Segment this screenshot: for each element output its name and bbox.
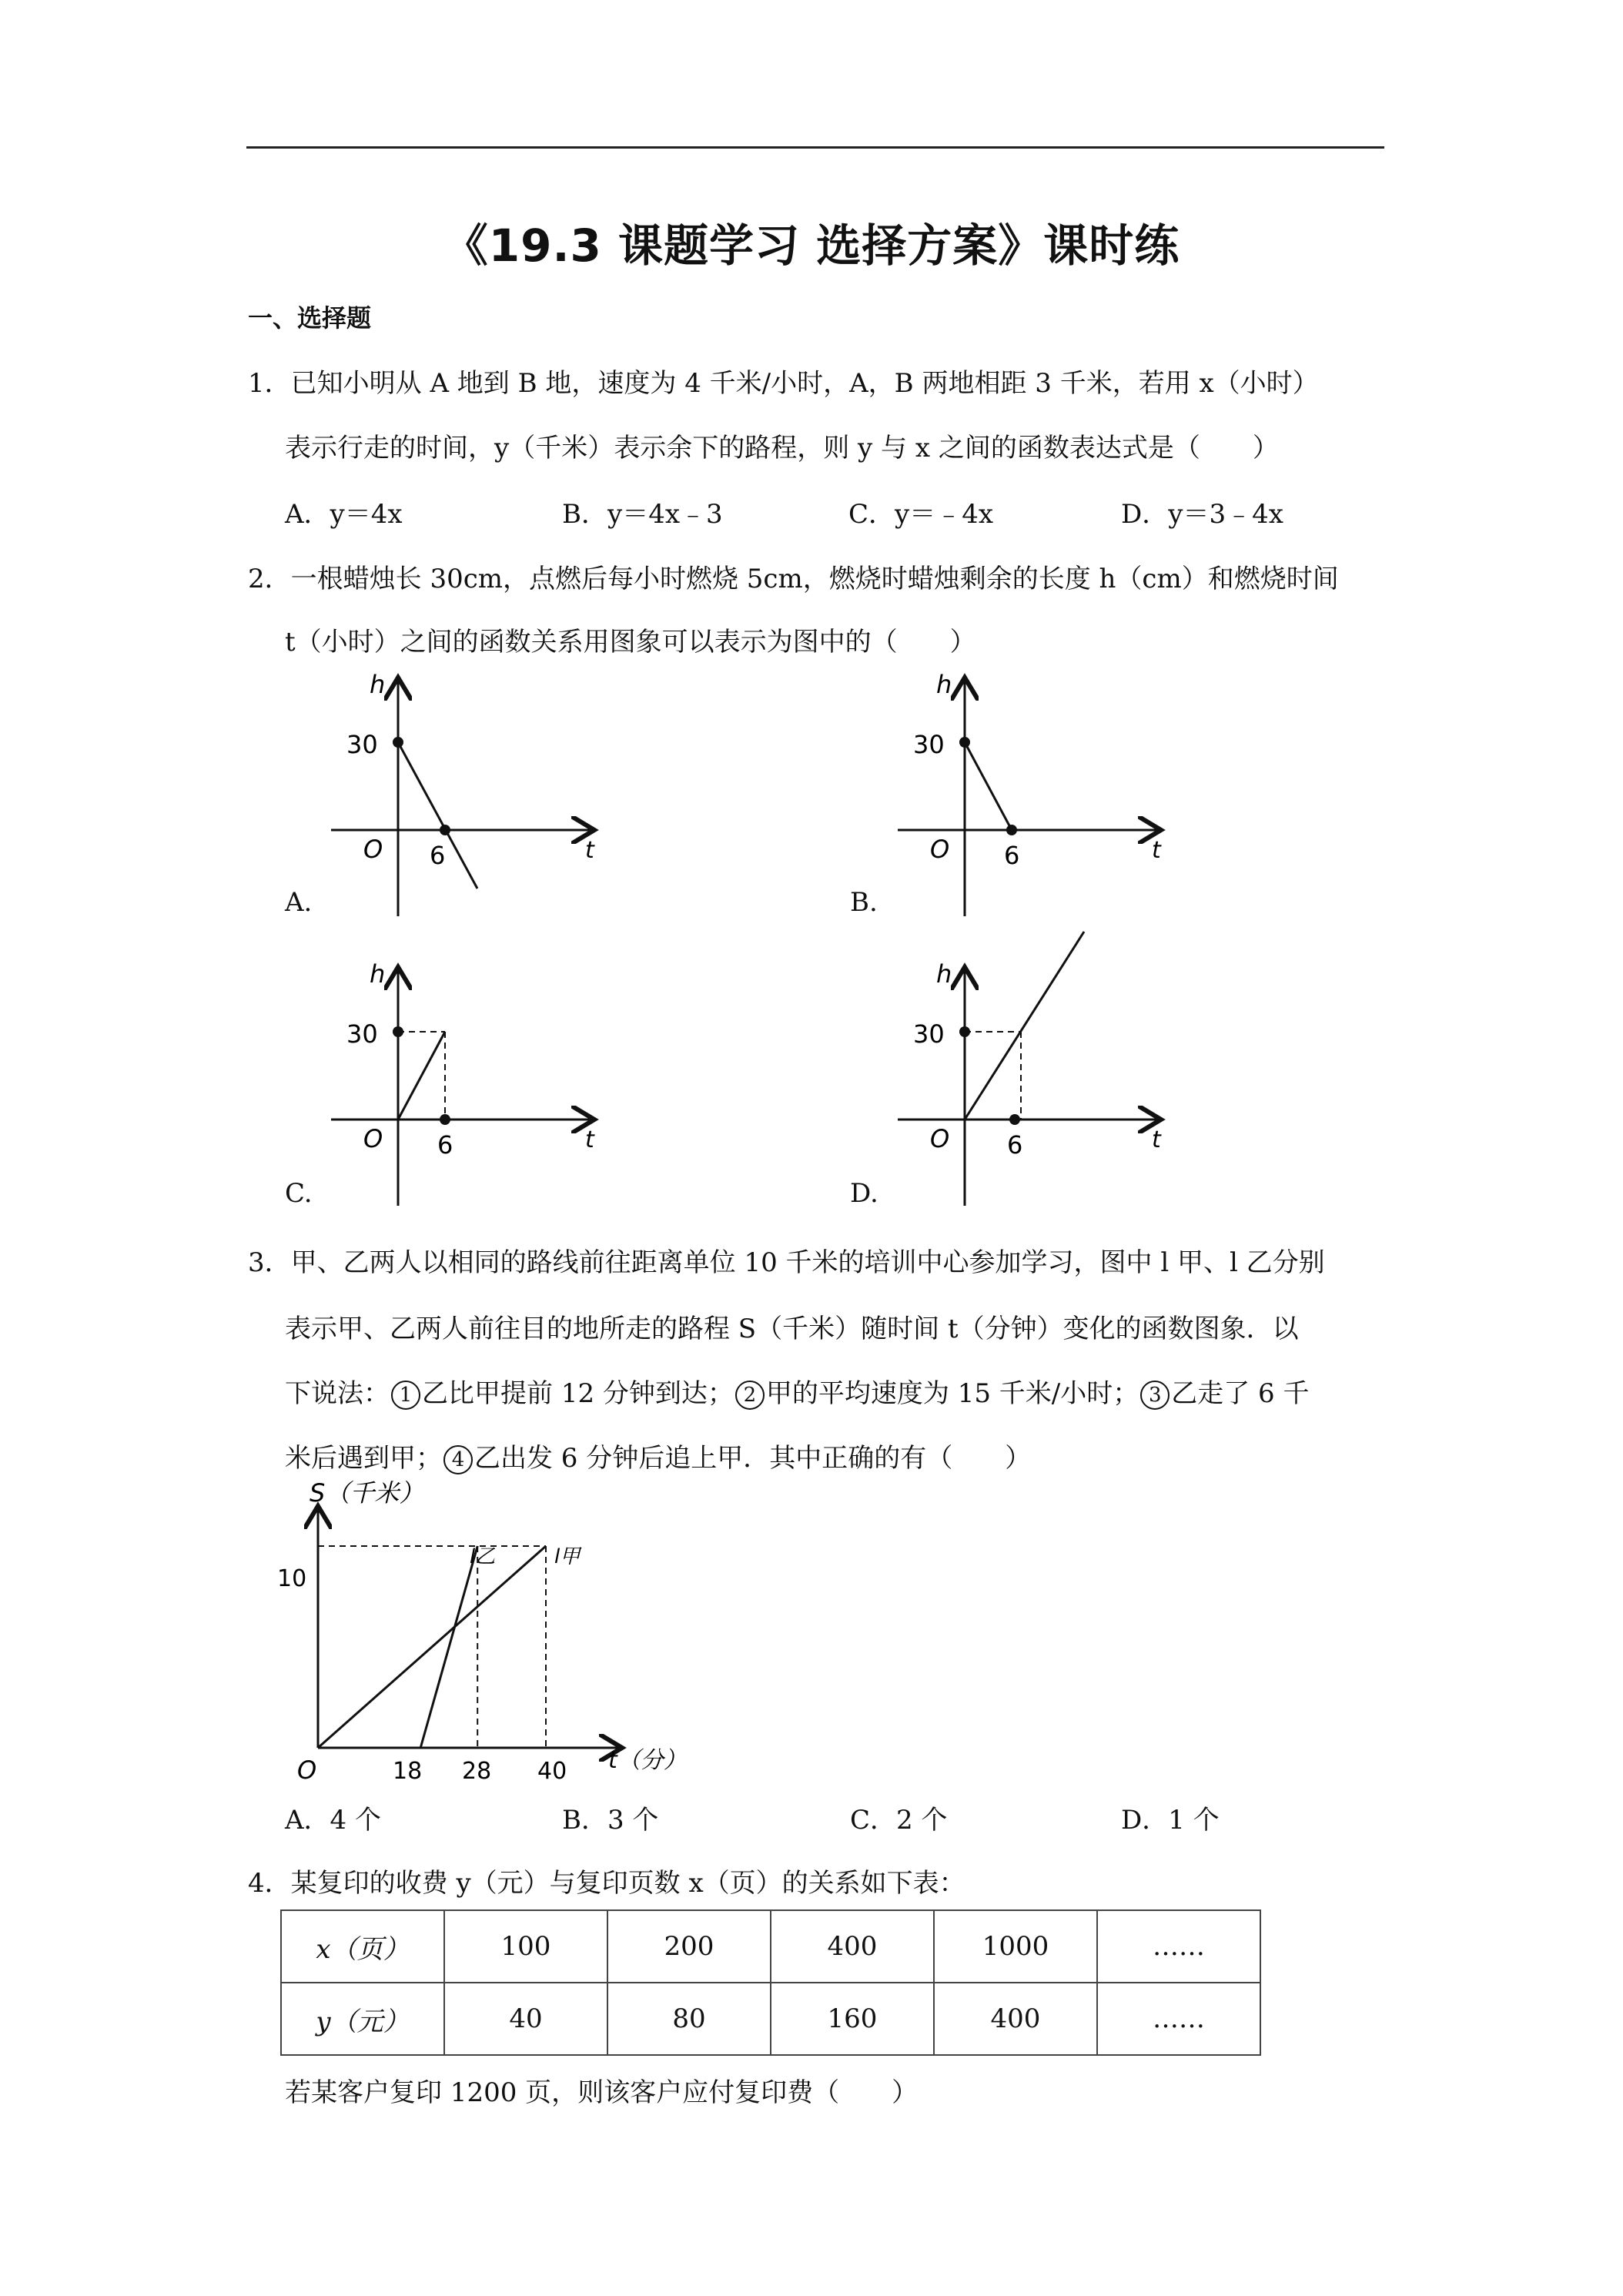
table-row — [281, 1983, 1260, 2055]
table-row — [281, 1910, 1260, 1983]
text-segment: 甲的平均速度为 15 千米/小时； — [765, 1378, 1139, 1409]
axis-label-h: h — [370, 959, 386, 989]
section-heading: 一、选择题 — [248, 303, 372, 333]
q3-option-c: C．2 个 — [850, 1805, 948, 1836]
tick-30: 30 — [346, 1019, 378, 1049]
axis-label-t: t — [1152, 1126, 1161, 1153]
tick-30: 30 — [913, 730, 945, 759]
axis-label-t: t — [585, 1126, 594, 1153]
text-segment: 乙走了 6 千 — [1171, 1378, 1310, 1409]
table-cell: 100 — [444, 1910, 607, 1983]
q3-line-3 — [285, 1372, 1309, 1410]
origin-label: O — [363, 1124, 383, 1153]
q2-option-d-label: D. — [850, 1178, 878, 1209]
axis-label-s: S（千米） — [310, 1478, 424, 1508]
tick-6: 6 — [1007, 1130, 1023, 1160]
axis-label-t: t — [1152, 837, 1161, 864]
q2-option-b-label: B. — [850, 887, 878, 918]
text-segment: 乙出发 6 分钟后追上甲．其中正确的有（ ） — [474, 1443, 1032, 1474]
q3-distance-time-graph — [277, 1478, 724, 1786]
origin-label: O — [930, 1124, 950, 1153]
series-line-l-jia — [318, 1546, 546, 1748]
series-label-l-jia: l甲 — [554, 1545, 581, 1568]
text-segment: 米后遇到甲； — [285, 1443, 442, 1474]
circled-number-2: 2 — [735, 1381, 765, 1410]
table-cell: y（元） — [281, 1983, 444, 2055]
q2-line-1: 2．一根蜡烛长 30cm，点燃后每小时燃烧 5cm，燃烧时蜡烛剩余的长度 h（cm）和燃烧时间 — [248, 564, 1339, 594]
table-cell: 40 — [444, 1983, 607, 2055]
top-rule — [246, 146, 1384, 149]
table-cell: 1000 — [934, 1910, 1097, 1983]
table-cell: 160 — [771, 1983, 934, 2055]
q3-line-1: 3．甲、乙两人以相同的路线前往距离单位 10 千米的培训中心参加学习，图中 l 甲、l 乙分别 — [248, 1247, 1325, 1278]
series-label-l-yi: l乙 — [470, 1545, 496, 1568]
q3-option-b: B．3 个 — [562, 1805, 659, 1836]
q3-option-a: A．4 个 — [285, 1805, 381, 1836]
q4-table — [280, 1909, 1261, 2056]
table-cell: 200 — [607, 1910, 771, 1983]
q1-option-a: A．y＝4x — [285, 499, 403, 530]
q1-line-2: 表示行走的时间，y（千米）表示余下的路程，则 y 与 x 之间的函数表达式是（ ） — [285, 433, 1279, 464]
q1-option-d: D．y＝3﹣4x — [1121, 499, 1283, 530]
origin-label: O — [930, 835, 950, 864]
text-segment: 下说法： — [285, 1378, 390, 1409]
q2-graph-b — [890, 662, 1198, 924]
table-cell: 400 — [934, 1983, 1097, 2055]
q2-graph-d — [890, 924, 1198, 1213]
tick-6: 6 — [430, 841, 446, 870]
q4-line-1: 4．某复印的收费 y（元）与复印页数 x（页）的关系如下表： — [248, 1868, 965, 1899]
series-line-l-yi — [420, 1546, 477, 1748]
axis-label-t: t — [585, 837, 594, 864]
table-cell: x（页） — [281, 1910, 444, 1983]
page-title: 《19.3 课题学习 选择方案》课时练 — [443, 219, 1180, 272]
table-cell: …… — [1097, 1910, 1260, 1983]
q4-line-2: 若某客户复印 1200 页，则该客户应付复印费（ ） — [285, 2077, 919, 2108]
table-cell: …… — [1097, 1983, 1260, 2055]
q3-option-d: D．1 个 — [1121, 1805, 1220, 1836]
axis-label-h: h — [370, 670, 386, 699]
q1-line-1: 1．已知小明从 A 地到 B 地，速度为 4 千米/小时，A，B 两地相距 3 千米，若用 x（小时） — [248, 368, 1319, 399]
origin-label: O — [297, 1755, 317, 1785]
tick-label-40: 40 — [537, 1758, 567, 1785]
tick-30: 30 — [346, 730, 378, 759]
q3-line-2: 表示甲、乙两人前往目的地所走的路程 S（千米）随时间 t（分钟）变化的函数图象．以 — [285, 1314, 1299, 1344]
table-cell: 400 — [771, 1910, 934, 1983]
tick-6: 6 — [437, 1130, 453, 1160]
axis-label-t: t（分） — [608, 1747, 687, 1774]
q2-option-c-label: C. — [285, 1178, 313, 1209]
circled-number-4: 4 — [443, 1445, 473, 1474]
q2-option-a-label: A. — [285, 887, 313, 918]
circled-number-1: 1 — [391, 1381, 420, 1410]
tick-label-28: 28 — [462, 1758, 492, 1785]
origin-label: O — [363, 835, 383, 864]
text-segment: 乙比甲提前 12 分钟到达； — [422, 1378, 734, 1409]
table-cell: 80 — [607, 1983, 771, 2055]
q2-graph-c — [323, 952, 631, 1213]
q1-option-b: B．y＝4x﹣3 — [562, 499, 723, 530]
tick-label-10: 10 — [277, 1565, 307, 1592]
tick-30: 30 — [913, 1019, 945, 1049]
q3-line-4 — [285, 1437, 1031, 1474]
q2-graph-a — [323, 662, 631, 924]
tick-6: 6 — [1004, 841, 1020, 870]
q1-option-c: C．y＝﹣4x — [848, 499, 994, 530]
axis-label-h: h — [936, 670, 952, 699]
axis-label-h: h — [936, 959, 952, 989]
q2-line-2: t（小时）之间的函数关系用图象可以表示为图中的（ ） — [285, 627, 976, 658]
tick-label-18: 18 — [393, 1758, 423, 1785]
circled-number-3: 3 — [1140, 1381, 1170, 1410]
